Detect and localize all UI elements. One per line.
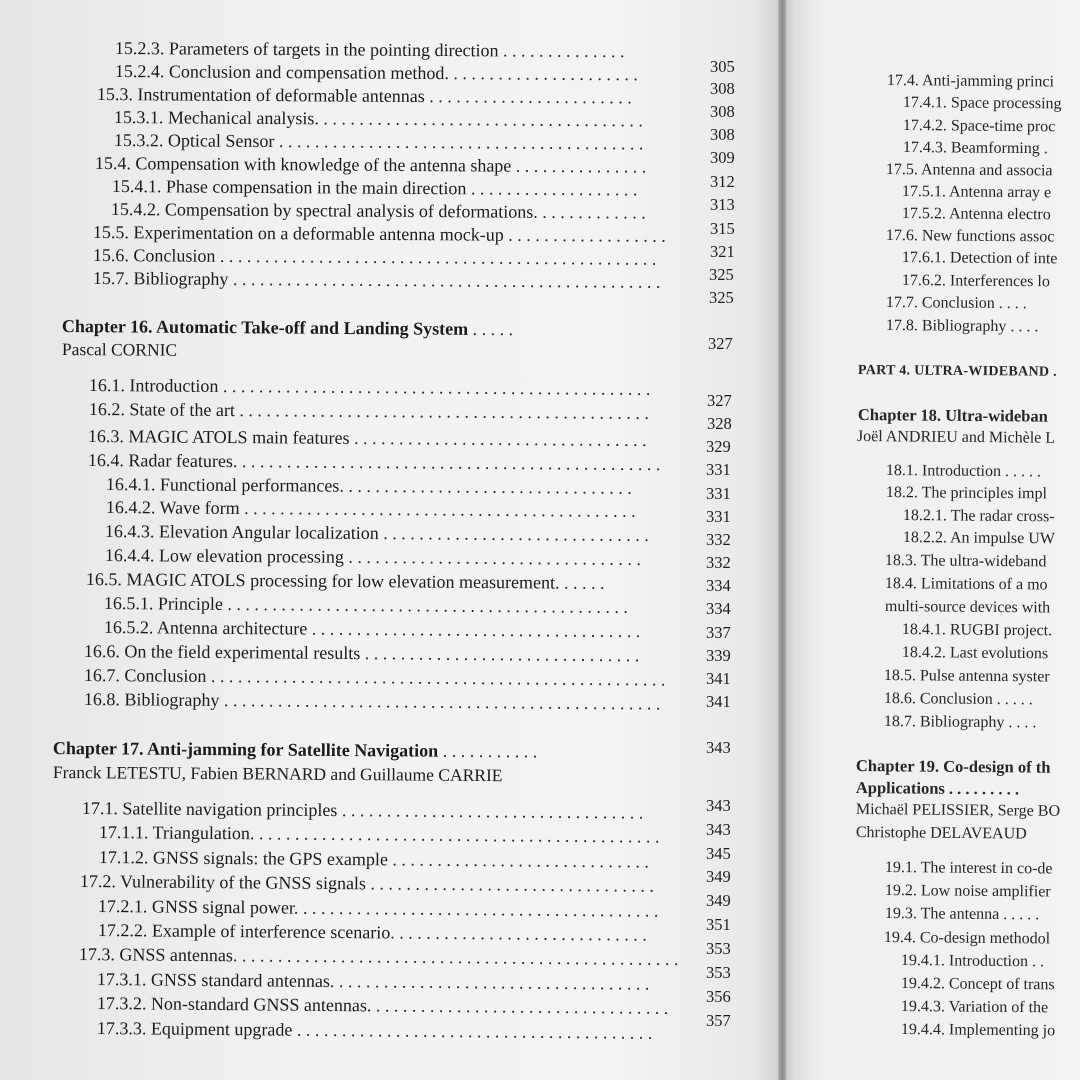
toc-entry-title: 16.4.2. Wave form [105, 497, 240, 518]
toc-entry: 19.4.1. Introduction . . [900, 952, 1045, 971]
toc-entry [80, 871, 654, 896]
toc-entry-title: 17.3.1. GNSS standard antennas [96, 969, 330, 991]
toc-entry [99, 847, 649, 871]
toc-entry-title: 16.4. Radar features. [87, 450, 238, 472]
toc-leader-dots: . . . . . . . . . . . . . . . . . . . . . . . . . . . . . . . . [365, 873, 655, 896]
toc-entry-title: 17.3.3. Equipment upgrade [96, 1018, 293, 1040]
page-number: 308 [710, 125, 735, 144]
toc-entry-title: 15.5. Experimentation on a deformable antenna mock-up [92, 222, 504, 245]
book-gutter [778, 0, 786, 1080]
toc-leader-dots: . . . . . . . . . . . . . . . . . . . . . . . [424, 86, 632, 108]
toc-entry: 19.3. The antenna . . . . . [884, 905, 1040, 924]
toc-entry-title: 17.2.1. GNSS signal power [97, 896, 295, 918]
chapter-authors: Franck LETESTU, Fabien BERNARD and Guillaume CARRIE [52, 762, 503, 786]
chapter-authors: Pascal CORNIC [61, 339, 178, 360]
page-number: 305 [710, 57, 735, 76]
toc-entry [105, 545, 641, 569]
toc-entry-title: 16.4.3. Elevation Angular localization [104, 521, 379, 544]
toc-entry: 19.4. Co-design methodol [883, 929, 1051, 948]
toc-entry: 17.5.2. Antenna electro [901, 205, 1051, 224]
right-book-page [786, 0, 1080, 1080]
toc-entry: 18.2. The principles impl [885, 484, 1048, 503]
chapter-heading: Applications . . . . . . . . . [855, 778, 1020, 799]
toc-leader-dots: . . . . . . . . . . . . . . . . . . . . . . . . . . . . . . . . . [349, 427, 647, 450]
toc-leader-dots: . . . . . . . . . . . . . . . . . . . . . . . . . . . . . . . . . . . . . . . . . . . . . . . . . . [232, 945, 679, 970]
toc-leader-dots: . . . . . . . . . . . . . . . . . . . . . . . . . . . . . . . . . . . . . . . . . [293, 897, 659, 921]
chapter-heading: Chapter 18. Ultra-wideban [857, 405, 1048, 426]
page-number: 308 [710, 102, 735, 121]
chapter-heading [53, 738, 537, 761]
toc-entry [84, 665, 666, 689]
toc-entry-title: 15.3.1. Mechanical analysis. [113, 107, 319, 129]
toc-leader-dots: . . . . . . . . . . . . . [533, 201, 646, 223]
toc-leader-dots: . . . . . . . . . . . . . . . . . . . . . . . . . . . . . . . . . [343, 546, 641, 569]
toc-entry [114, 130, 644, 153]
toc-entry [95, 153, 647, 177]
toc-entry-title: 15.3. Instrumentation of deformable antennas [96, 84, 425, 107]
toc-entry [97, 993, 669, 1018]
toc-entry: 18.1. Introduction . . . . . [885, 462, 1042, 481]
page-number: 353 [706, 939, 731, 958]
toc-leader-dots: . . . . . . . . . . . . . . . . . . . . . . . . . . . . . . . . . . . . . . . . . [274, 131, 644, 154]
page-number: 343 [706, 820, 731, 839]
page-number: 343 [706, 738, 731, 757]
toc-entry [93, 268, 661, 292]
toc-entry: 19.2. Low noise amplifier [884, 882, 1051, 901]
toc-leader-dots: . . . . . . . . . . . . . . . . . . . . . . . . . . . . . . . . . . . . . . . . . . . . . . . . . [215, 245, 657, 269]
toc-leader-dots: . . . . . . . . . . . [438, 740, 538, 762]
page-number: 334 [706, 599, 731, 618]
toc-entry: 17.6.1. Detection of inte [901, 249, 1058, 268]
toc-entry [105, 521, 649, 545]
toc-entry-title: 17.1. Satellite navigation principles [81, 798, 338, 821]
page-number: 332 [706, 530, 731, 549]
toc-entry [82, 798, 644, 823]
toc-entry: 18.4.2. Last evolutions [901, 644, 1049, 663]
toc-leader-dots: . . . . . . . . . . . . . . . . . . . . . . . . . . . . . . . . . . . . . . . . . . . . . . . . [218, 375, 651, 399]
toc-entry: multi-source devices with [884, 598, 1051, 617]
page-number: 312 [710, 172, 735, 191]
toc-entry [79, 944, 679, 969]
toc-entry: 19.4.4. Implementing jo [900, 1021, 1056, 1040]
toc-entry: 18.4. Limitations of a mo [884, 575, 1048, 594]
toc-entry: 18.3. The ultra-wideband [884, 552, 1047, 571]
toc-entry [93, 245, 657, 269]
page-number: 325 [709, 265, 734, 284]
toc-entry-title: 17.3. GNSS antennas [78, 944, 233, 966]
chapter-authors: Christophe DELAVEAUD [855, 824, 1027, 843]
toc-entry: 17.5. Antenna and associa [885, 161, 1053, 180]
toc-entry: 17.7. Conclusion . . . . [885, 294, 1027, 313]
toc-entry-title: 15.2.4. Conclusion and compensation method. [114, 61, 449, 84]
page-number: 309 [710, 148, 735, 167]
toc-leader-dots: . . . . . . . . . . . . . . . . . . . . . . . . . . . . . . . . . . . . . . . . . . . . . . . . . . . [206, 665, 666, 690]
part-heading: PART 4. ULTRA-WIDEBAND . [857, 362, 1057, 380]
toc-leader-dots: . . . . . . . . . . . . . . . . . . . . . . . . . . . . . . . . . . . . . . . . . . . . . . . [237, 451, 661, 475]
toc-entry: 17.4.2. Space-time proc [902, 117, 1056, 136]
toc-leader-dots: . . . . . . . . . . . . . . . . . . . . . . . . . . . . . . . . . [339, 475, 632, 498]
toc-leader-dots: . . . . . . . . . . . . . . . . . . . . . . . . . . . . . . . . . . . . . . . . . . . . . . [234, 400, 649, 423]
toc-entry-title: 17.3.2. Non-standard GNSS antennas. [96, 993, 372, 1016]
toc-entry [115, 61, 638, 84]
toc-entry: 19.4.2. Concept of trans [900, 975, 1055, 994]
page-number: 313 [710, 195, 735, 214]
page-number: 315 [710, 219, 735, 238]
toc-entry-title: 16.1. Introduction [88, 375, 219, 396]
toc-leader-dots: . . . . . . . . . . . . . . . . . . . . . [448, 63, 638, 85]
toc-entry [86, 569, 605, 593]
toc-entry [115, 38, 625, 61]
toc-entry: 18.4.1. RUGBI project. [901, 621, 1053, 640]
toc-entry-title: 16.8. Bibliography [83, 689, 220, 711]
page-number: 337 [706, 623, 731, 642]
toc-entry [97, 84, 632, 107]
toc-entry-title: 17.2.2. Example of interference scenario [97, 920, 391, 943]
toc-entry [104, 593, 628, 617]
page-number: 353 [706, 963, 731, 982]
toc-entry-title: 17.2. Vulnerability of the GNSS signals [79, 871, 367, 894]
toc-entry-title: 15.3.2. Optical Sensor [113, 130, 275, 152]
toc-entry [106, 497, 636, 521]
page-number: 327 [707, 391, 732, 410]
toc-entry [88, 426, 647, 450]
toc-entry [89, 399, 649, 423]
toc-entry: 17.6. New functions assoc [885, 227, 1055, 246]
toc-leader-dots: . . . . . . . . . . . . . . . . . . . . . . . . . . . . . . [378, 523, 649, 546]
page-number: 334 [706, 576, 731, 595]
toc-entry-title: 17.1.1. Triangulation. [98, 822, 255, 844]
toc-entry-title: 15.4.2. Compensation by spectral analysis of deformations [110, 199, 534, 222]
toc-leader-dots: . . . . . . . . . . . . . . . . . . . . . . . . . . . . . . . . . . . . . . . . [292, 1019, 653, 1043]
page-number: 351 [706, 915, 731, 934]
toc-entry [99, 822, 660, 847]
toc-leader-dots: . . . . . . [554, 572, 605, 593]
toc-entry [104, 617, 641, 641]
toc-entry-title: 16.4.4. Low elevation processing [104, 545, 344, 567]
toc-leader-dots: . . . . . . . . . . . . . . . . . . . . . . . . . . . . . . . . . . [337, 800, 644, 823]
page-number: 356 [706, 987, 731, 1006]
page-number: 321 [710, 242, 735, 261]
chapter-heading: Chapter 19. Co-design of th [855, 756, 1051, 777]
toc-entry: 17.4.1. Space processing [902, 94, 1062, 113]
toc-entry [84, 689, 661, 713]
toc-entry-title: 15.7. Bibliography [92, 268, 229, 289]
toc-entry-title: 15.2.3. Parameters of targets in the pointing direction [114, 38, 499, 61]
toc-leader-dots: . . . . . . . . . . . . . . . . . . . . . . . . . . . . . . . . . . . . . . . . . . . . . [254, 823, 660, 847]
toc-leader-dots: . . . . . . . . . . . . . . . . . . . . . . . . . . . . . . . [360, 643, 640, 666]
chapter-authors: Michaël PELISSIER, Serge BO [855, 801, 1061, 820]
page-number: 343 [706, 796, 731, 815]
chapter-title: Chapter 17. Anti-jamming for Satellite Navigation [52, 738, 439, 761]
toc-entry-title: 17.1.2. GNSS signals: the GPS example [98, 847, 389, 870]
page-number: 328 [707, 414, 732, 433]
toc-entry-title: 15.4. Compensation with knowledge of the antenna shape [94, 153, 512, 176]
page-number: 349 [706, 867, 731, 886]
toc-leader-dots: . . . . . [468, 318, 514, 340]
toc-leader-dots: . . . . . . . . . . . . . . . . . . . . . . . . . . . . . . . . . . . . [318, 108, 643, 131]
toc-leader-dots: . . . . . . . . . . . . . . . . . . . . . . . . . . . . . . . . . . . . . . . . . . . . [239, 497, 636, 521]
toc-leader-dots: . . . . . . . . . . . . . . . . . . . . . . . . . . . . . . . . . . . . . [307, 618, 641, 642]
toc-entry-title: 15.4.1. Phase compensation in the main direction [111, 176, 467, 199]
toc-entry-title: 15.6. Conclusion [92, 245, 216, 266]
toc-entry-title: 16.7. Conclusion [83, 665, 207, 686]
chapter-authors: Joël ANDRIEU and Michèle L [856, 428, 1056, 447]
toc-entry-title: 16.2. State of the art [88, 399, 235, 421]
toc-entry [106, 474, 632, 498]
toc-leader-dots: . . . . . . . . . . . . . . . . . . . . . . . . . . . . . [390, 922, 647, 945]
toc-entry: 19.1. The interest in co-de [884, 859, 1053, 878]
toc-entry [114, 107, 643, 130]
toc-leader-dots: . . . . . . . . . . . . . . . . . . . . . . . . . . . . . . . . . . . . . . . . . . . . . . . . . [219, 690, 661, 714]
toc-entry-title: 16.5. MAGIC ATOLS processing for low elevation measurement [85, 569, 556, 593]
toc-entry: 18.2.1. The radar cross- [902, 507, 1055, 526]
page-number: 331 [706, 507, 731, 526]
toc-entry: 18.7. Bibliography . . . . [883, 713, 1037, 732]
toc-entry [84, 641, 640, 665]
toc-entry: 18.5. Pulse antenna syster [883, 667, 1050, 686]
page-number: 341 [706, 692, 731, 711]
toc-entry: 17.4.3. Beamforming . [902, 139, 1048, 158]
toc-leader-dots: . . . . . . . . . . . . . . . [511, 155, 647, 177]
toc-entry: 17.6.2. Interferences lo [901, 272, 1050, 291]
toc-entry [89, 375, 651, 399]
toc-entry [88, 450, 661, 474]
toc-leader-dots: . . . . . . . . . . . . . . . . . . . . . . . . . . . . . . . . . [371, 995, 669, 1018]
toc-entry-title: 16.5.2. Antenna architecture [103, 617, 308, 639]
toc-entry: 17.5.1. Antenna array e [901, 183, 1052, 202]
page-number: 331 [706, 484, 731, 503]
toc-entry [98, 896, 659, 921]
page-number: 341 [706, 669, 731, 688]
toc-entry [111, 199, 646, 223]
page-number: 345 [706, 844, 731, 863]
toc-leader-dots: . . . . . . . . . . . . . . . . . . . . . . . . . . . . . . . . . . . . . . . . . . . . . [222, 593, 628, 617]
toc-entry: 18.2.2. An impulse UW [902, 529, 1055, 548]
toc-entry-title: 16.6. On the field experimental results [83, 641, 361, 664]
toc-entry-title: 16.3. MAGIC ATOLS main features [87, 426, 350, 448]
page-number: 329 [706, 437, 731, 456]
page-number: 325 [709, 288, 734, 307]
toc-leader-dots: . . . . . . . . . . . . . . . . . . . . . . . . . . . . . [387, 849, 649, 872]
chapter-title: Chapter 16. Automatic Take-off and Landing System [61, 316, 469, 339]
chapter-heading [62, 316, 513, 339]
toc-entry-title: 16.4.1. Functional performances [105, 474, 340, 496]
page-number: 349 [706, 891, 731, 910]
toc-leader-dots: . . . . . . . . . . . . . . . . . . . . . . . . . . . . . . . . . . . . . . . . . . . . . . . . [228, 268, 661, 292]
toc-leader-dots: . . . . . . . . . . . . . . . . . . . [466, 178, 638, 200]
toc-leader-dots: . . . . . . . . . . . . . . . . . . . . . . . . . . . . . . . . . . . . [329, 970, 650, 994]
toc-entry: 18.6. Conclusion . . . . . [883, 690, 1033, 709]
toc-entry [97, 969, 650, 994]
page-number: 331 [706, 460, 731, 479]
toc-entry-title: 16.5.1. Principle [103, 593, 223, 614]
toc-entry [112, 176, 638, 199]
toc-entry [93, 222, 666, 246]
page-number: 327 [708, 334, 733, 353]
page-number: 332 [706, 553, 731, 572]
toc-leader-dots: . . . . . . . . . . . . . . [498, 40, 625, 62]
toc-entry: 17.8. Bibliography . . . . [885, 317, 1039, 336]
toc-entry [98, 920, 647, 945]
page-number: 339 [706, 646, 731, 665]
page-number: 357 [706, 1011, 731, 1030]
page-number: 308 [710, 79, 735, 98]
toc-leader-dots: . . . . . . . . . . . . . . . . . . [503, 224, 666, 246]
toc-entry: 19.4.3. Variation of the [900, 998, 1049, 1017]
toc-entry [97, 1018, 653, 1043]
toc-entry: 17.4. Anti-jamming princi [886, 72, 1055, 91]
